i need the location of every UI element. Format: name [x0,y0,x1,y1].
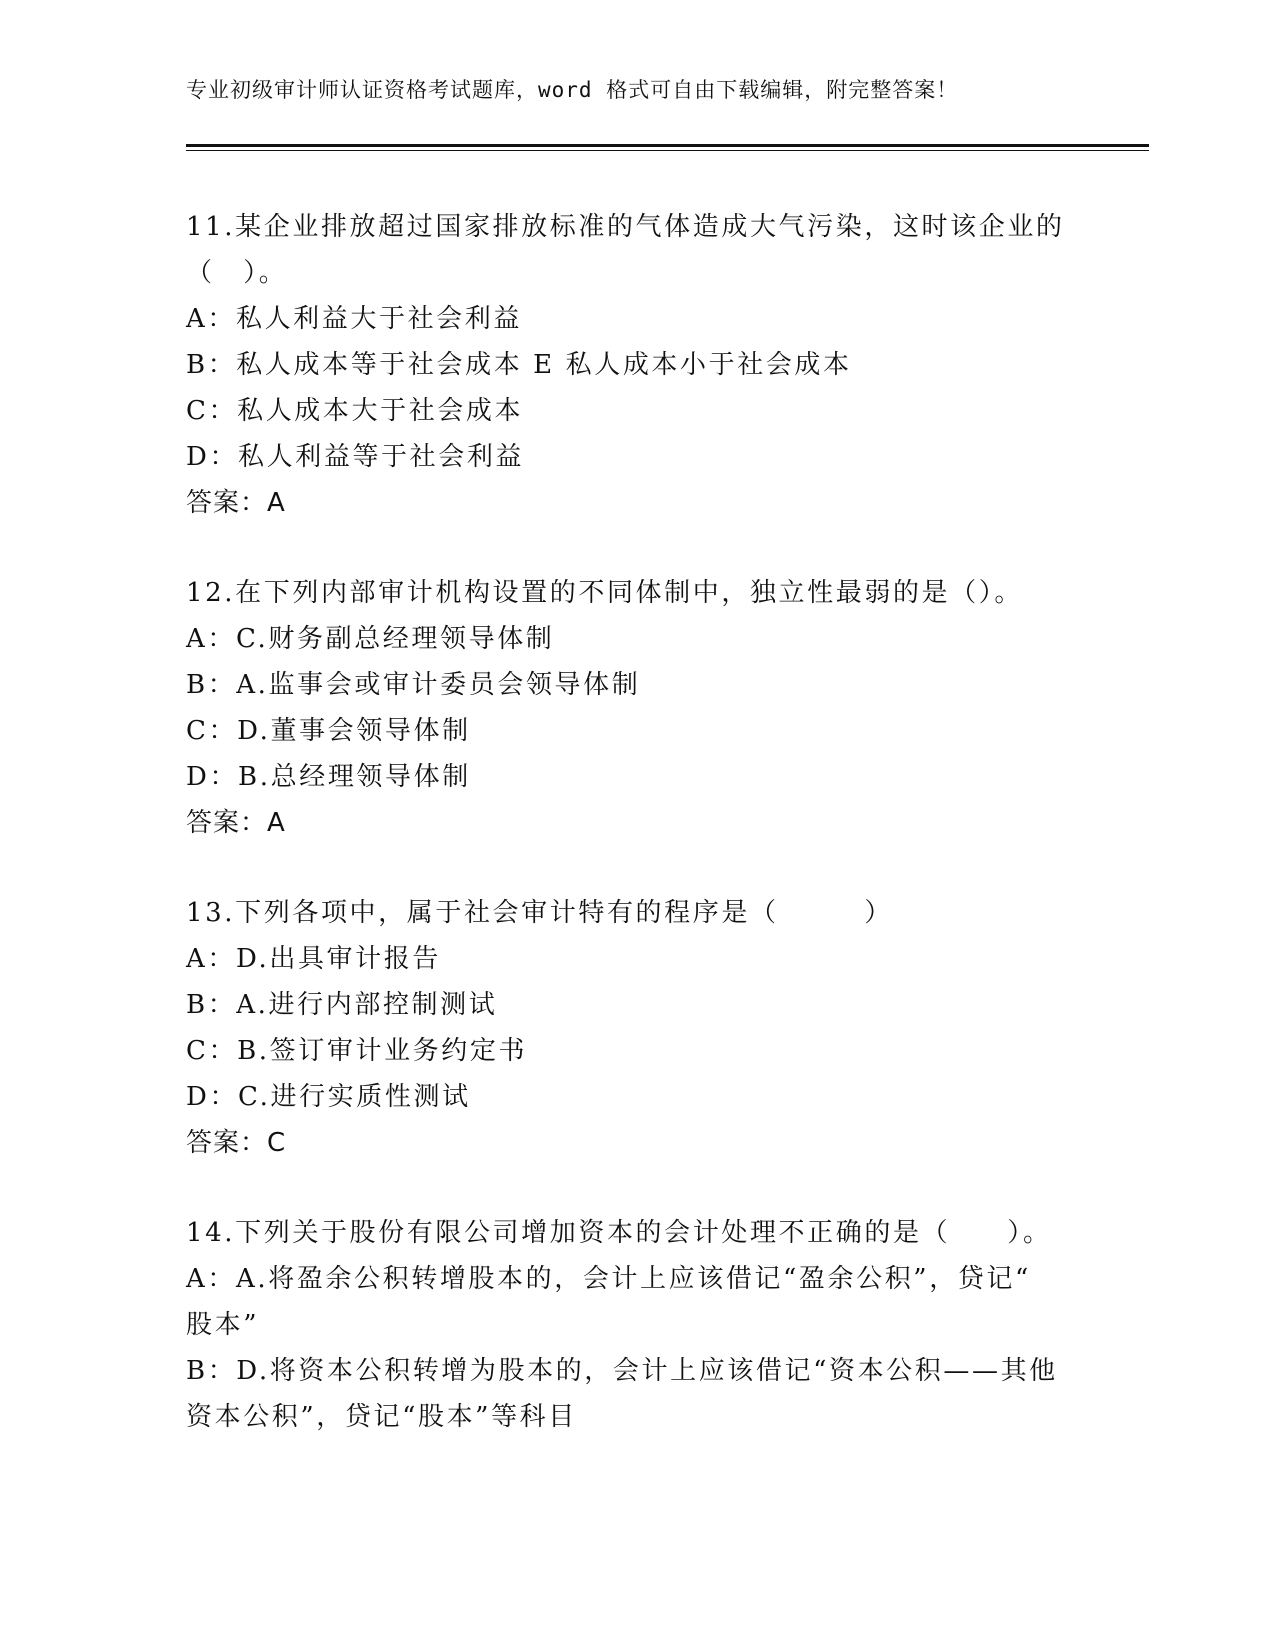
option-b: B：D.将资本公积转增为股本的，会计上应该借记“资本公积——其他 [186,1356,1058,1386]
question-13 [186,890,1066,1166]
option-d: D：私人利益等于社会利益 [186,442,525,472]
option-b: B：A.监事会或审计委员会领导体制 [186,670,641,700]
answer-value: A [267,808,286,838]
answer [186,480,1066,526]
option-a: A：C.财务副总经理领导体制 [186,624,555,654]
option-c: C：私人成本大于社会成本 [186,396,524,426]
question-stem: 13.下列各项中，属于社会审计特有的程序是（ ） [186,898,893,928]
question-11 [186,204,1066,526]
option-b: B：A.进行内部控制测试 [186,990,498,1020]
option-d: D：B.总经理领导体制 [186,762,471,792]
option-c: C：D.董事会领导体制 [186,716,471,746]
answer-label: 答案： [186,488,268,518]
header-rule-thin [186,150,1149,151]
page-header: 专业初级审计师认证资格考试题库，word 格式可自由下载编辑，附完整答案！ [186,78,959,102]
option-a-continuation: 股本” [186,1310,260,1340]
option-b-continuation: 资本公积”，贷记“股本”等科目 [186,1402,577,1432]
option-c: C：B.签订审计业务约定书 [186,1036,528,1066]
answer [186,1120,1066,1166]
option-a: A：私人利益大于社会利益 [186,304,522,334]
option-a: A：D.出具审计报告 [186,944,441,974]
question-stem: 11.某企业排放超过国家排放标准的气体造成大气污染，这时该企业的 [186,212,1065,242]
header-rule-thick [186,144,1149,147]
option-d: D：C.进行实质性测试 [186,1082,471,1112]
question-stem: 12.在下列内部审计机构设置的不同体制中，独立性最弱的是（）。 [186,578,1023,608]
answer-value: A [267,488,286,518]
option-b: B：私人成本等于社会成本 E 私人成本小于社会成本 [186,350,852,380]
question-stem-continuation: （ ）。 [186,258,288,288]
answer-label: 答案： [186,1128,268,1158]
answer [186,800,1066,846]
question-12 [186,570,1066,846]
option-a: A：A.将盈余公积转增股本的，会计上应该借记“盈余公积”，贷记“ [186,1264,1031,1294]
answer-label: 答案： [186,808,268,838]
question-list [186,204,1066,1484]
question-14 [186,1210,1066,1440]
question-stem: 14.下列关于股份有限公司增加资本的会计处理不正确的是（ ）。 [186,1218,1052,1248]
answer-value: C [267,1128,287,1158]
